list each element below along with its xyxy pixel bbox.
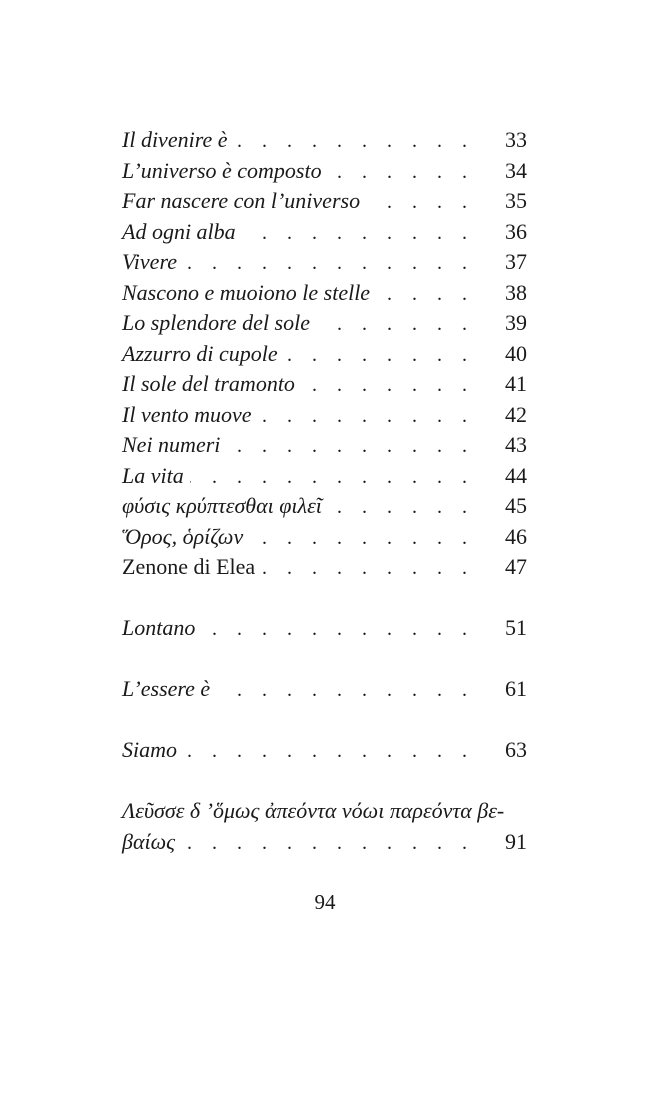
toc-entry-title: L’essere è — [122, 674, 216, 705]
toc-entry-title: Lontano — [122, 613, 201, 644]
toc-entry-title: Il vento muove — [122, 400, 258, 431]
toc-entry — [122, 552, 527, 583]
toc-entry-title: Vivere — [122, 247, 183, 278]
toc-entry — [122, 278, 527, 309]
toc-entry-page: 40 — [505, 340, 527, 366]
toc-entry-title: Zenone di Elea — [122, 552, 261, 583]
toc-entry-page: 38 — [505, 279, 527, 305]
toc-entry-title: Azzurro di cupole — [122, 339, 284, 370]
toc-entry — [122, 308, 527, 339]
toc-entry-page: 44 — [505, 462, 527, 488]
toc-entry — [122, 125, 527, 156]
toc-entry-title: Ὅρος, ὁρίζων — [122, 522, 249, 553]
toc-entry — [122, 522, 527, 553]
toc-entry-page: 41 — [505, 371, 527, 396]
toc-entry-page: 39 — [505, 310, 527, 335]
toc-entry-title: φύσις κρύπτεσθαι φιλεῖ — [122, 491, 328, 522]
toc-entry — [122, 430, 527, 461]
toc-entry-multiline — [122, 796, 527, 857]
toc-entry — [122, 400, 527, 431]
toc-entry-title: Nei numeri — [122, 430, 226, 461]
toc-entry — [122, 735, 527, 766]
toc-entry-page: 37 — [505, 249, 527, 274]
toc-entry — [122, 339, 527, 370]
toc-entry-page: 34 — [505, 157, 527, 183]
toc-entry-page: 35 — [505, 188, 527, 213]
toc-entry — [122, 674, 527, 705]
toc-entry-title: Ad ogni alba — [122, 217, 242, 248]
toc-entry — [122, 491, 527, 522]
table-of-contents — [122, 125, 527, 857]
toc-entry-title: La vita — [122, 461, 190, 492]
toc-entry-page: 47 — [505, 554, 527, 579]
toc-entry-title: Il sole del tramonto — [122, 369, 301, 400]
toc-entry-title-line2: βαίως — [122, 827, 181, 858]
toc-entry — [122, 369, 527, 400]
toc-entry — [122, 186, 527, 217]
toc-entry-title: Siamo — [122, 735, 183, 766]
toc-entry-title: Il divenire è — [122, 125, 233, 156]
toc-entry-page: 61 — [505, 676, 527, 701]
toc-entry-title: Nascono e muoiono le stelle — [122, 278, 376, 309]
toc-entry-page: 42 — [505, 401, 527, 427]
toc-entry — [122, 461, 527, 492]
toc-entry-title: Far nascere con l’universo — [122, 186, 366, 217]
toc-entry-title-line2-row — [122, 827, 527, 858]
toc-entry-title: L’universo è composto — [122, 156, 328, 187]
toc-entry-page: 51 — [505, 615, 527, 640]
toc-entry-page: 46 — [505, 523, 527, 549]
toc-entry-title-line1: Λεῦσσε δ ’ὅμως ἀπεόντα νόωι παρεόντα βε- — [122, 798, 505, 823]
toc-entry-page: 63 — [505, 737, 527, 762]
toc-entry — [122, 247, 527, 278]
toc-entry — [122, 613, 527, 644]
toc-entry — [122, 217, 527, 248]
page-number: 94 — [314, 890, 336, 914]
toc-entry-page: 33 — [505, 127, 527, 152]
toc-entry — [122, 156, 527, 187]
toc-entry-page: 45 — [505, 493, 527, 518]
toc-entry-page: 36 — [505, 218, 527, 244]
toc-entry-page: 43 — [505, 432, 527, 457]
toc-entry-title: Lo splendore del sole — [122, 308, 316, 339]
toc-entry-page: 91 — [505, 828, 527, 854]
